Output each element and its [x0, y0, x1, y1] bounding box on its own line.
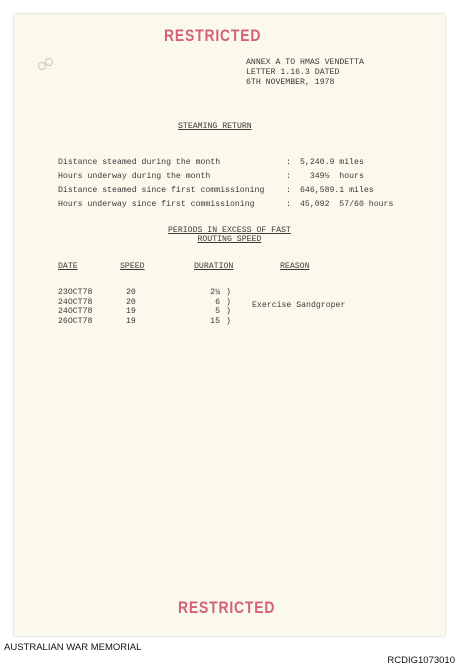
stat-label: Hours underway during the month: [58, 172, 211, 181]
stat-label: Hours underway since first commissioning: [58, 200, 255, 209]
row-duration: 15: [210, 316, 220, 326]
stat-colon: :: [286, 200, 291, 209]
restricted-stamp-top: RESTRICTED: [164, 26, 262, 45]
archive-id: RCDIG1073010: [387, 655, 455, 666]
row-date: 23OCT78: [58, 288, 93, 297]
stat-value: 45,092 57/60 hours: [300, 200, 394, 209]
row-speed: 19: [126, 316, 136, 326]
row-date: 26OCT78: [58, 316, 93, 326]
row-reason: Exercise Sandgroper: [252, 301, 346, 310]
column-header-speed: SPEED: [120, 262, 145, 271]
stat-colon: :: [286, 186, 291, 195]
annex-reference: [246, 58, 364, 88]
row-speed: 20: [126, 297, 136, 307]
archive-credit: AUSTRALIAN WAR MEMORIAL: [4, 642, 142, 653]
periods-heading: [168, 226, 291, 244]
stat-value: 5,240.9 miles: [300, 158, 364, 167]
column-header-date: DATE: [58, 262, 78, 271]
row-duration: 5: [215, 307, 220, 316]
punch-holes: [38, 58, 54, 72]
row-duration: 6: [215, 297, 220, 307]
stat-label: Distance steamed during the month: [58, 158, 221, 167]
row-date: 24OCT78: [58, 297, 93, 307]
restricted-stamp-bottom: RESTRICTED: [178, 598, 276, 617]
periods-heading-line-2: ROUTING SPEED: [197, 235, 262, 244]
stat-colon: :: [286, 158, 291, 167]
annex-line-2: LETTER 1.16.3 DATED: [246, 68, 340, 77]
document-title: STEAMING RETURN: [178, 122, 252, 131]
row-speed: 20: [126, 288, 136, 297]
stat-colon: :: [286, 172, 291, 181]
row-date: 24OCT78: [58, 307, 93, 316]
stat-label: Distance steamed since first commissioning: [58, 186, 265, 195]
periods-heading-line-1: PERIODS IN EXCESS OF FAST: [168, 226, 291, 235]
annex-line-3: 6TH NOVEMBER, 1978: [246, 78, 335, 87]
annex-line-1: ANNEX A TO HMAS VENDETTA: [246, 58, 364, 67]
grouping-brace: ) ) ) ): [226, 288, 231, 326]
stat-value: 349½ hours: [300, 172, 364, 181]
column-header-duration: DURATION: [194, 262, 234, 271]
stat-value: 646,589.1 miles: [300, 186, 374, 195]
column-header-reason: REASON: [280, 262, 310, 271]
row-duration: 2¼: [210, 288, 220, 297]
row-speed: 19: [126, 307, 136, 316]
